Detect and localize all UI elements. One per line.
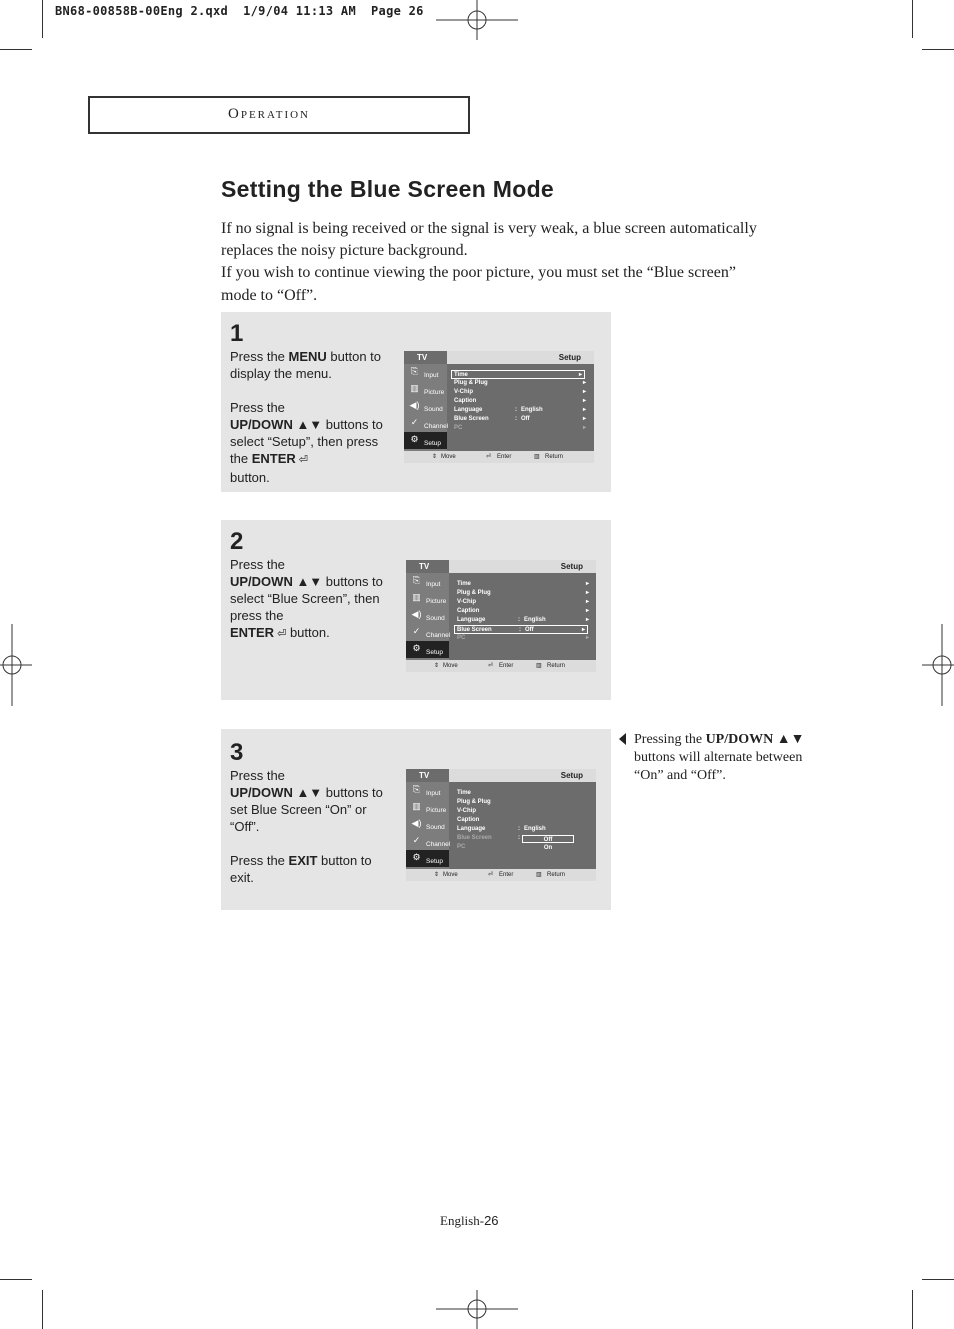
menu-row-language	[454, 825, 591, 834]
return-label: Return	[545, 454, 564, 460]
text: Press the	[230, 557, 285, 572]
sidebar-item-input	[406, 573, 449, 590]
label: Input	[426, 581, 441, 588]
text: button.	[230, 470, 270, 485]
updown-key: UP/DOWN ▲▼	[230, 785, 323, 800]
return-icon: ▥	[534, 454, 540, 460]
sidebar-item-sound	[406, 816, 449, 833]
side-note	[634, 731, 834, 785]
colon: :	[518, 617, 520, 623]
channel-icon: ✓	[412, 626, 421, 636]
enter-key: ENTER	[251, 451, 296, 466]
label: V-Chip	[457, 599, 476, 605]
label: Picture	[426, 598, 447, 605]
label: Channel	[426, 632, 451, 639]
picture-icon: ▥	[412, 592, 421, 602]
crop-mark	[912, 0, 913, 38]
enter-icon: ⏎	[488, 663, 494, 669]
colon: :	[518, 826, 520, 832]
menu-sidebar	[406, 573, 449, 660]
sidebar-item-input	[404, 364, 447, 381]
file-header: BN68-00858B-00Eng 2.qxd 1/9/04 11:13 AM Page 26	[55, 4, 424, 18]
picture-icon: ▥	[412, 801, 421, 811]
input-icon: ⎘	[412, 575, 421, 585]
menu-row-time	[454, 789, 591, 798]
crop-mark	[42, 1290, 43, 1329]
crop-mark	[0, 49, 32, 50]
step-instructions	[230, 348, 390, 486]
crop-mark	[912, 1290, 913, 1329]
enter-icon: ⏎	[274, 628, 287, 640]
move-icon: ⇕	[434, 872, 440, 878]
menu-sidebar	[404, 364, 447, 451]
tv-label: TV	[406, 769, 449, 782]
enter-label: Enter	[499, 663, 514, 669]
updown-key: UP/DOWN ▲▼	[230, 417, 323, 432]
menu-bottom-bar	[404, 451, 594, 463]
value: Off	[525, 627, 534, 633]
label: Language	[454, 407, 483, 413]
label: Language	[457, 617, 486, 623]
arrow-right-icon: ▸	[581, 627, 585, 633]
picture-icon: ▥	[410, 383, 419, 393]
label: Input	[426, 790, 441, 797]
menu-row-time	[454, 580, 591, 589]
tv-menu-screen	[406, 769, 596, 881]
label: Caption	[457, 817, 480, 823]
arrow-right-icon: ▸	[582, 389, 586, 395]
label: Plug & Plug	[457, 590, 491, 596]
footer-label: English-	[440, 1213, 485, 1228]
step-3-panel	[221, 729, 611, 910]
sidebar-item-picture	[406, 799, 449, 816]
menu-row-plug	[451, 379, 588, 388]
menu-row-caption	[451, 397, 588, 406]
arrow-right-icon: ▸	[582, 398, 586, 404]
menu-row-caption	[454, 816, 591, 825]
label: Time	[454, 372, 468, 378]
label: PC	[457, 844, 466, 850]
menu-row-vchip	[451, 388, 588, 397]
arrow-right-icon: ▸	[582, 416, 586, 422]
text: buttons to set Blue Screen “On” or “Off”.	[230, 785, 383, 834]
label: Plug & Plug	[457, 799, 491, 805]
label: Sound	[426, 615, 445, 622]
menu-title: Setup	[560, 771, 583, 780]
arrow-right-icon: ▸	[585, 590, 589, 596]
arrow-right-icon: ▸	[585, 599, 589, 605]
enter-icon: ⏎	[295, 454, 309, 466]
registration-mark-bottom	[436, 1290, 518, 1329]
arrow-right-icon: ▸	[585, 635, 589, 641]
text: Press the	[230, 768, 285, 783]
sidebar-item-channel	[404, 415, 447, 432]
updown-key: UP/DOWN ▲▼	[705, 732, 805, 747]
text: Press the	[230, 400, 285, 415]
return-icon: ▥	[536, 872, 542, 878]
text: buttons to select “Blue Screen”, then press the	[230, 574, 383, 623]
sidebar-item-picture	[406, 590, 449, 607]
arrow-right-icon: ▸	[582, 380, 586, 386]
sound-icon: ◀)	[411, 818, 422, 828]
intro-line-4: mode to “Off”.	[221, 287, 318, 304]
intro-line-3: If you wish to continue viewing the poor picture, you must set the “Blue screen”	[221, 264, 736, 281]
move-icon: ⇕	[434, 663, 440, 669]
crop-mark	[0, 1279, 32, 1280]
sidebar-item-sound	[406, 607, 449, 624]
menu-row-time	[451, 370, 585, 379]
value: English	[524, 617, 546, 623]
text: Press the	[230, 853, 289, 868]
colon: :	[519, 627, 521, 633]
label: Plug & Plug	[454, 380, 488, 386]
label: Language	[457, 826, 486, 832]
channel-icon: ✓	[410, 417, 419, 427]
label: V-Chip	[457, 808, 476, 814]
step-instructions	[230, 556, 390, 643]
menu-row-plug	[454, 798, 591, 807]
menu-row-vchip	[454, 598, 591, 607]
text: button.	[286, 625, 330, 640]
arrow-right-icon: ▸	[582, 425, 586, 431]
tv-menu-screen	[406, 560, 596, 672]
label: PC	[457, 635, 466, 641]
arrow-right-icon: ▸	[582, 407, 586, 413]
text: Press the	[230, 349, 289, 364]
enter-key: ENTER	[230, 625, 275, 640]
colon: :	[515, 407, 517, 413]
option-on: On	[543, 845, 553, 851]
menu-row-caption	[454, 607, 591, 616]
option-off-selected: Off	[522, 835, 574, 843]
sound-icon: ◀)	[409, 400, 420, 410]
label: Picture	[424, 389, 445, 396]
sound-icon: ◀)	[411, 609, 422, 619]
arrow-right-icon: ▸	[585, 617, 589, 623]
label: Setup	[426, 649, 443, 656]
registration-mark-right	[922, 624, 954, 706]
sidebar-item-input	[406, 782, 449, 799]
setup-icon: ⚙	[412, 852, 421, 862]
intro-line-2: replaces the noisy picture background.	[221, 242, 468, 259]
label: Sound	[426, 824, 445, 831]
input-icon: ⎘	[410, 366, 419, 376]
page-title: Setting the Blue Screen Mode	[221, 176, 555, 202]
menu-title: Setup	[558, 353, 581, 362]
menu-row-blue-screen	[454, 625, 588, 634]
label: Caption	[454, 398, 477, 404]
label: Setup	[424, 440, 441, 447]
menu-row-vchip	[454, 807, 591, 816]
setup-icon: ⚙	[412, 643, 421, 653]
sidebar-item-setup	[404, 432, 447, 449]
menu-row-language	[454, 616, 591, 625]
crop-mark	[922, 1279, 954, 1280]
step-number: 1	[230, 320, 244, 347]
arrow-right-icon: ▸	[585, 608, 589, 614]
step-number: 2	[230, 528, 244, 555]
menu-row-pc	[451, 424, 588, 433]
label: Time	[457, 581, 471, 587]
section-header	[88, 96, 470, 134]
step-instructions	[230, 767, 390, 886]
crop-mark	[922, 49, 954, 50]
sidebar-item-channel	[406, 833, 449, 850]
enter-icon: ⏎	[488, 872, 494, 878]
menu-row-language	[451, 406, 588, 415]
menu-key: MENU	[288, 349, 327, 364]
move-label: Move	[441, 454, 456, 460]
label: Blue Screen	[454, 416, 489, 422]
text: buttons to select “Setup”, then press the	[230, 417, 383, 466]
text: button to exit.	[230, 853, 372, 885]
label: Input	[424, 372, 439, 379]
return-label: Return	[547, 872, 566, 878]
exit-key: EXIT	[288, 853, 318, 868]
menu-row-blue-screen	[451, 415, 588, 424]
menu-sidebar	[406, 782, 449, 869]
menu-bottom-bar	[406, 660, 596, 672]
label: Setup	[426, 858, 443, 865]
enter-icon: ⏎	[486, 454, 492, 460]
registration-mark-top	[436, 0, 518, 40]
label: Sound	[424, 406, 443, 413]
menu-row-pc	[454, 634, 591, 643]
text: Pressing the	[634, 732, 706, 747]
move-icon: ⇕	[432, 454, 438, 460]
channel-icon: ✓	[412, 835, 421, 845]
move-label: Move	[443, 663, 458, 669]
label: Channel	[426, 841, 451, 848]
section-label: Operation	[228, 106, 311, 122]
sidebar-item-channel	[406, 624, 449, 641]
setup-icon: ⚙	[410, 434, 419, 444]
label: Time	[457, 790, 471, 796]
note-triangle-icon	[619, 733, 626, 745]
colon: :	[518, 835, 520, 841]
menu-row-plug	[454, 589, 591, 598]
label: Channel	[424, 423, 449, 430]
crop-mark	[42, 0, 43, 38]
value: Off	[521, 416, 530, 422]
value: English	[524, 826, 546, 832]
label: Picture	[426, 807, 447, 814]
label: Blue Screen	[457, 835, 492, 841]
sidebar-item-sound	[404, 398, 447, 415]
step-number: 3	[230, 739, 244, 766]
page-number: 26	[484, 1213, 499, 1228]
tv-label: TV	[406, 560, 449, 573]
input-icon: ⎘	[412, 784, 421, 794]
label: PC	[454, 425, 463, 431]
menu-title: Setup	[560, 562, 583, 571]
menu-bottom-bar	[406, 869, 596, 881]
sidebar-item-setup	[406, 641, 449, 658]
step-1-panel	[221, 312, 611, 492]
value: English	[521, 407, 543, 413]
tv-label: TV	[404, 351, 447, 364]
arrow-right-icon: ▸	[585, 581, 589, 587]
text: button to display the menu.	[230, 349, 382, 381]
sidebar-item-setup	[406, 850, 449, 867]
sidebar-item-picture	[404, 381, 447, 398]
label: Caption	[457, 608, 480, 614]
colon: :	[515, 416, 517, 422]
enter-label: Enter	[497, 454, 512, 460]
return-icon: ▥	[536, 663, 542, 669]
page-footer	[440, 1213, 499, 1229]
label: V-Chip	[454, 389, 473, 395]
tv-menu-screen	[404, 351, 594, 463]
enter-label: Enter	[499, 872, 514, 878]
step-2-panel	[221, 520, 611, 700]
text: buttons will alternate between “On” and “Off”.	[634, 750, 803, 783]
move-label: Move	[443, 872, 458, 878]
arrow-right-icon: ▸	[578, 372, 582, 378]
label: Blue Screen	[457, 627, 492, 633]
registration-mark-left	[0, 624, 32, 706]
updown-key: UP/DOWN ▲▼	[230, 574, 323, 589]
return-label: Return	[547, 663, 566, 669]
intro-line-1: If no signal is being received or the signal is very weak, a blue screen automatically	[221, 220, 757, 237]
